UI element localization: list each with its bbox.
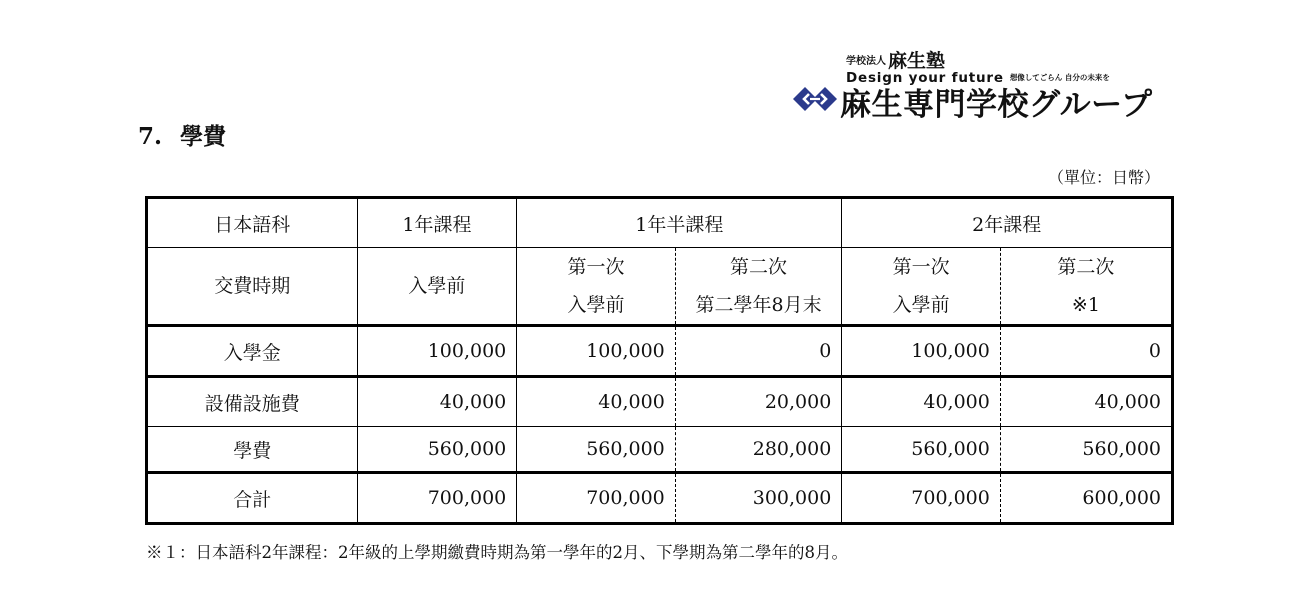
timing-1-5yr-first-line2: 入學前: [567, 294, 625, 316]
timing-1-5yr-first-line1: 第一次: [567, 256, 625, 278]
table-cell: 100,000: [842, 326, 1001, 377]
timing-2yr-second-line1: 第二次: [1057, 256, 1115, 278]
table-cell: 560,000: [357, 427, 517, 473]
table-cell: 100,000: [517, 326, 676, 377]
header-course-1-5yr: 1年半課程: [517, 198, 842, 248]
section-title: 學費: [180, 123, 227, 150]
table-cell: 700,000: [842, 473, 1001, 524]
table-cell: 300,000: [675, 473, 842, 524]
timing-2yr-first-line2: 入學前: [892, 294, 950, 316]
timing-1-5yr-second: [675, 248, 842, 326]
table-row: [147, 377, 1173, 427]
logo-org-name: 麻生塾: [888, 50, 946, 72]
table-cell: 0: [675, 326, 842, 377]
row-label-tuition: 學費: [147, 427, 358, 473]
logo-group-name: 麻生専門学校グループ: [840, 87, 1153, 123]
timing-1-5yr-second-line2: 第二學年8月末: [695, 294, 822, 316]
table-cell: 0: [1000, 326, 1172, 377]
table-timing-row: [147, 248, 1173, 326]
table-cell: 20,000: [675, 377, 842, 427]
table-cell: 560,000: [842, 427, 1001, 473]
timing-label: 交費時期: [147, 248, 358, 326]
timing-2yr-second-line2: ※1: [1071, 294, 1100, 316]
logo-tagline-jp: 想像してごらん 自分の未来を: [1009, 73, 1110, 82]
table-cell: 280,000: [675, 427, 842, 473]
table-cell: 560,000: [1000, 427, 1172, 473]
row-label-facilities: 設備設施費: [147, 377, 358, 427]
header-subject: 日本語科: [147, 198, 358, 248]
table-cell: 40,000: [517, 377, 676, 427]
table-row-total: [147, 473, 1173, 524]
timing-2yr-first: [842, 248, 1001, 326]
table-cell: 40,000: [842, 377, 1001, 427]
timing-1-5yr-first: [517, 248, 676, 326]
logo-tagline-en: Design your future: [846, 70, 1004, 86]
table-cell: 560,000: [517, 427, 676, 473]
footnote: ※１：日本語科2年課程：2年級的上學期繳費時期為第一學年的2月、下學期為第二學年的8月。: [146, 543, 848, 562]
timing-1yr: 入學前: [357, 248, 517, 326]
table-cell: 600,000: [1000, 473, 1172, 524]
section-number: 7.: [138, 123, 163, 150]
table-header-row: [147, 198, 1173, 248]
table-cell: 40,000: [1000, 377, 1172, 427]
row-label-total: 合計: [147, 473, 358, 524]
timing-2yr-first-line1: 第一次: [892, 256, 950, 278]
table-cell: 100,000: [357, 326, 517, 377]
table-row: [147, 326, 1173, 377]
timing-1-5yr-second-line1: 第二次: [730, 256, 788, 278]
header-course-2yr: 2年課程: [842, 198, 1173, 248]
header-course-1yr: 1年課程: [357, 198, 517, 248]
table-cell: 40,000: [357, 377, 517, 427]
table-cell: 700,000: [517, 473, 676, 524]
row-label-admission: 入學金: [147, 326, 358, 377]
currency-unit-note: （單位：日幣）: [1047, 168, 1160, 187]
tuition-fee-table: [145, 196, 1174, 525]
timing-2yr-second: [1000, 248, 1172, 326]
table-row: [147, 427, 1173, 473]
diamond-chevrons-logo-icon: [792, 86, 838, 112]
table-cell: 700,000: [357, 473, 517, 524]
section-heading: [138, 118, 226, 151]
school-logo: [790, 38, 1190, 123]
logo-small-text: 学校法人: [846, 56, 886, 67]
